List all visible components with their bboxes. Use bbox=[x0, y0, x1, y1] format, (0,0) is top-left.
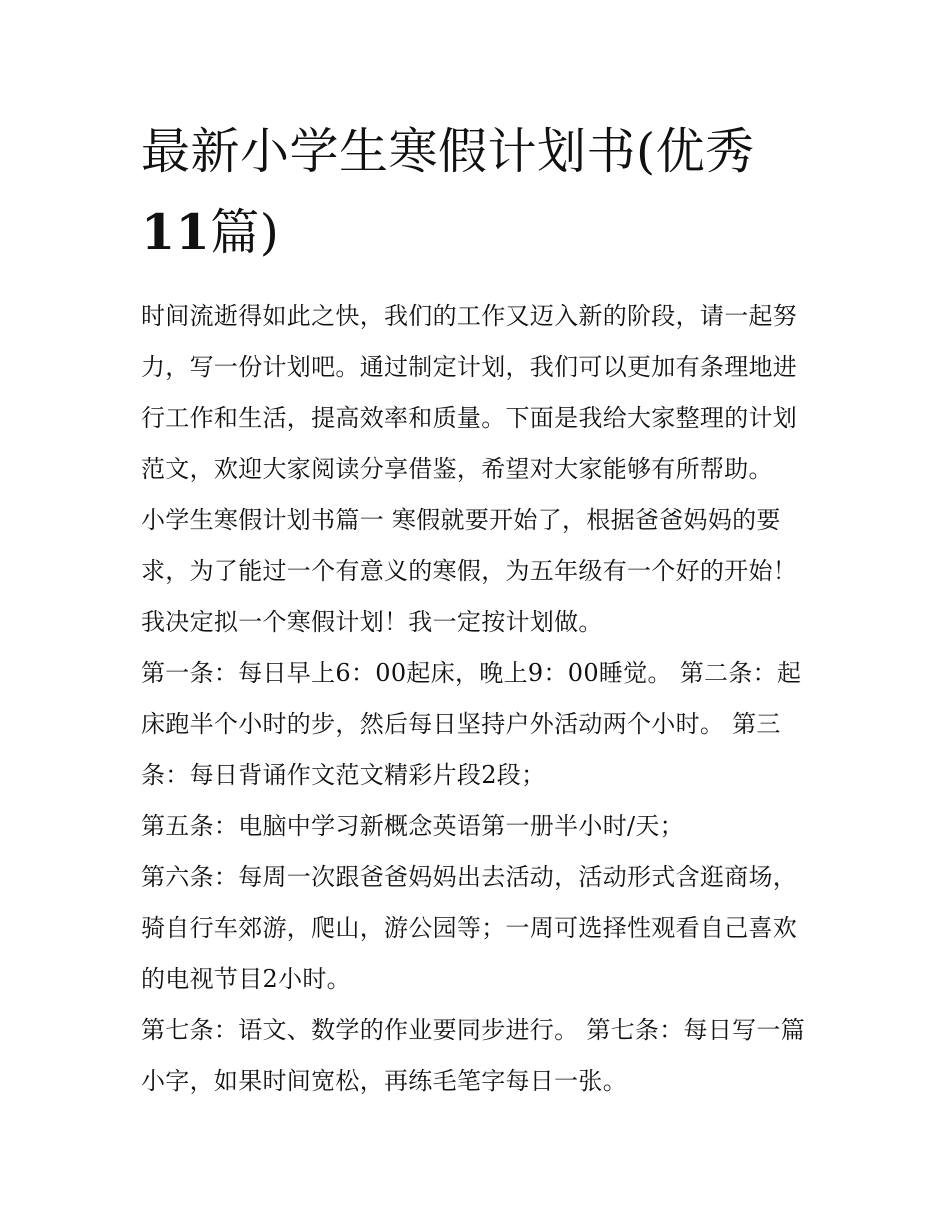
document-page bbox=[141, 112, 821, 1107]
document-title bbox=[141, 112, 821, 273]
intro-paragraph: 时间流逝得如此之快，我们的工作又迈入新的阶段，请一起努力，写一份计划吧。通过制定计划，我们可以更加有条理地进行工作和生活，提高效率和质量。下面是我给大家整理的计划范文，欢迎大家阅读分享借鉴，希望对大家能够有所帮助。 bbox=[141, 302, 798, 483]
document-body bbox=[141, 291, 821, 1107]
rule-paragraph-5: 第五条：电脑中学习新概念英语第一册半小时/天； bbox=[141, 812, 684, 840]
title-number: 11 bbox=[141, 203, 211, 261]
rule-paragraph-6: 第六条：每周一次跟爸爸妈妈出去活动，活动形式含逛商场，骑自行车郊游，爬山，游公园等；一周可选择性观看自己喜欢的电视节目2小时。 bbox=[141, 863, 798, 993]
title-text-end: 篇) bbox=[210, 204, 280, 261]
title-text: 最新小学生寒假计划书(优秀 bbox=[141, 123, 755, 180]
plan-intro-paragraph: 小学生寒假计划书篇一 寒假就要开始了，根据爸爸妈妈的要求，为了能过一个有意义的寒假，为五年级有一个好的开始！我决定拟一个寒假计划！我一定按计划做。 bbox=[141, 506, 798, 636]
rule-paragraph-7: 第七条：语文、数学的作业要同步进行。 第七条：每日写一篇小字，如果时间宽松，再练毛笔字每日一张。 bbox=[141, 1016, 806, 1095]
rule-paragraph-1: 第一条：每日早上6：00起床，晚上9：00睡觉。 第二条：起床跑半个小时的步，然后每日坚持户外活动两个小时。 第三条：每日背诵作文范文精彩片段2段； bbox=[141, 659, 802, 789]
